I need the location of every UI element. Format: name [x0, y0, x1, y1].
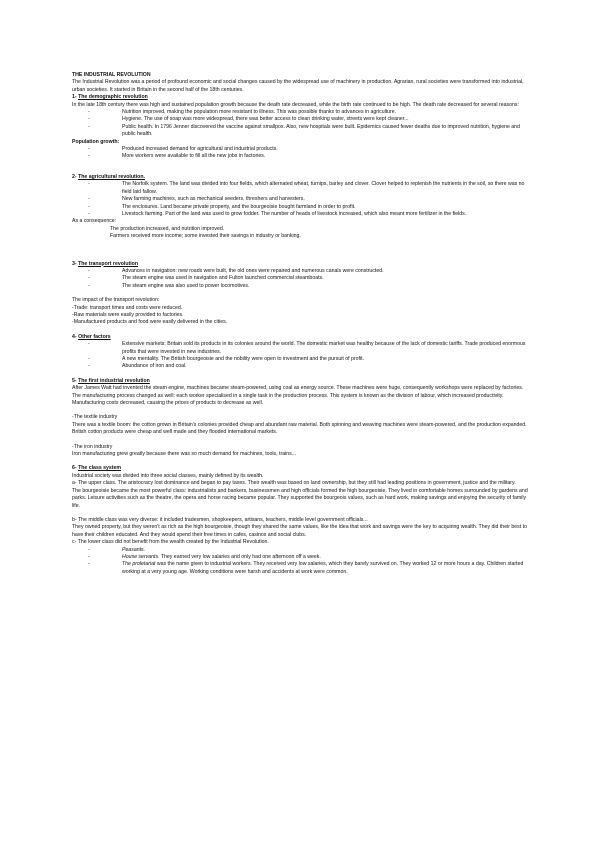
- list-item: - Advances in navigation: new roads were built, the old ones were repaired and numerous canals were constructed.: [110, 268, 532, 275]
- section-6-intro: Industrial society was divided into three social classes, mainly defined by its wealth.: [72, 472, 264, 479]
- other-factors-list: [72, 341, 532, 371]
- item-label: The proletariat: [122, 561, 156, 568]
- list-item: - Public health. In 1796 Jenner discovered the vaccine against smallpox. Also, new hospitals were built. Epidemics caused fewer deaths due to improved nutrition, hygiene and public health.: [110, 124, 532, 139]
- item-label: Peasants.: [122, 546, 146, 553]
- section-1-paragraph: In the late 18th century there was high and sustained population growth because the death rate decreased, while the birth rate continued to be high. The death rate decreased for several reasons:: [72, 101, 519, 108]
- list-item: [110, 561, 532, 576]
- section-number: 5-: [72, 377, 79, 384]
- population-growth-label: Population growth:: [72, 138, 120, 145]
- list-item: - The enclosures. Land became private property, and the bourgeoisie bought farmland in order to profit.: [110, 204, 532, 211]
- list-item: - Produced increased demand for agricultural and industrial products.: [110, 146, 532, 153]
- consequence-line: The production increased, and nutrition improved.: [110, 225, 225, 232]
- section-title: The class system: [78, 465, 122, 472]
- section-1-heading: [72, 94, 532, 101]
- lower-class-paragraph: c- The lower class did not benefit from the wealth created by the Industrial Revolution.: [72, 539, 269, 546]
- list-item: - Extensive markets: Britain sold its products in its colonies around the world. The domestic market was healthy because of the lack of domestic tariffs. Trade produced enormous profits that were invested in new industries.: [110, 341, 532, 356]
- section-number: 2-: [72, 173, 79, 180]
- list-item: - Hygiene. The use of soap was more widespread, there was better access to clean drinking water, streets were kept cleaner...: [110, 116, 532, 123]
- transport-impact-heading: The impact of the transport revolution:: [72, 297, 160, 304]
- list-item: - More workers were available to fill all the new jobs in factories.: [110, 153, 532, 160]
- list-item: - Livestock farming. Part of the land was used to grow fodder. The number of heads of livestock increased, which also meant more fertilizer in the fields.: [110, 211, 532, 218]
- section-5-heading: [72, 378, 532, 385]
- section-title: Other factors: [78, 333, 111, 340]
- middle-class-paragraph: They owned property, but they weren't as rich as the high bourgeoisie, though they shared the same values, like the idea that work and savings were the key to acquiring wealth. They did their best to have their children educated. And they would spend their free times in cafes, casinos and social clubs.: [72, 524, 527, 538]
- transport-impact-line: -Trade: transport times and costs were reduced.: [72, 304, 183, 311]
- transport-list: [72, 268, 532, 290]
- consequence-label: As a consequence:: [72, 218, 117, 225]
- section-5-paragraph: The manufacturing process changed as well: each worker specialised in a single task in the production process. This system is known as the division of labour, which increased productivity. Manufacturing costs decreased, causing the prices of products to decrease as well.: [72, 392, 504, 407]
- textile-heading: -The textile industry: [72, 414, 118, 421]
- section-4-heading: [72, 334, 532, 341]
- agricultural-list: [72, 181, 532, 218]
- list-item: [110, 554, 532, 561]
- iron-paragraph: Iron manufacturing grew greatly because there was so much demand for machines, tools, trains...: [72, 451, 297, 458]
- section-6-heading: [72, 465, 532, 472]
- upper-class-paragraph: a- The upper class. The aristocracy lost dominance and began to pay taxes. Their wealth was based on land ownership, but they still had leading positions in government, justice and the military.: [72, 480, 516, 487]
- transport-impact-line: -Raw materials were easily provided to factories.: [72, 311, 184, 318]
- section-title: The agricultural revolution.: [78, 173, 145, 180]
- section-title: The first industrial revolution: [78, 377, 150, 384]
- section-2-heading: [72, 174, 532, 181]
- list-item: - Abundance of iron and coal.: [110, 363, 532, 370]
- death-rate-reasons-list: [72, 109, 532, 139]
- section-number: 6-: [72, 465, 79, 472]
- list-item: - A new mentality. The British bourgeoisie and the nobility were open to investment and the pursuit of profit.: [110, 356, 532, 363]
- bourgeoisie-paragraph: The bourgeoisie became the most powerful class: industrialists and bankers, businessmen and high officials formed the high bourgeoisie. They lived in comfortable homes surrounded by gardens and parks. Leisure activities such as the theatre, the opera and horse racing became popular. They supported the bourgeois values, such as hard work, making savings and enjoying the security of family life.: [72, 487, 528, 509]
- list-item: - The Norfolk system. The land was divided into four fields, which alternated wheat, turnips, barley and clover. Clover helped to replenish the nutrients in the soil, so there was no field laid fallow.: [110, 181, 532, 196]
- list-item: - The steam engine was also used to power locomotives.: [110, 283, 532, 290]
- section-3-heading: [72, 261, 532, 268]
- item-text: was the name given to industrial workers. They received very low salaries, which they barely survived on. They worked 12 or more hours a day. Children started working at a very young age. Working conditions were harsh and accidents at work were common.: [122, 561, 524, 575]
- lower-class-list: [72, 547, 532, 577]
- section-number: 3-: [72, 260, 79, 267]
- consequence-line: Farmers received more income; some invested their savings in industry or banking.: [110, 233, 301, 240]
- textile-paragraph: There was a textile boom: the cotton grown in Britain's colonies provided cheap and abundant raw material. Both spinning and weaving machines were steam-powered, and the production expanded. British cotton products were cheap and well made and they flooded international markets.: [72, 421, 527, 436]
- population-growth-list: [72, 146, 532, 161]
- item-text: They earned very low salaries and only had one afternoon off a week.: [159, 553, 321, 560]
- transport-impact-line: -Manufactured products and food were easily delivered in the cities.: [72, 319, 228, 326]
- section-number: 1-: [72, 94, 79, 101]
- list-item: - New farming machines, such as mechanical seeders, threshers and harvesters.: [110, 196, 532, 203]
- item-label: House servants.: [122, 553, 160, 560]
- document-title: THE INDUSTRIAL REVOLUTION: [72, 72, 151, 78]
- list-item: - The steam engine was used in navigation and Fulton launched commercial steamboats.: [110, 275, 532, 282]
- section-title: The transport revolution: [78, 260, 139, 267]
- section-number: 4-: [72, 333, 79, 340]
- list-item: - Nutrition improved, making the population more resistant to illness. This was possible thanks to advances in agriculture.: [110, 109, 532, 116]
- section-title: The demographic revolution: [78, 94, 148, 101]
- iron-heading: -The iron industry: [72, 443, 113, 450]
- document-page: [72, 72, 532, 576]
- intro-paragraph: The Industrial Revolution was a period of profound economic and social changes caused by the widespread use of machinery in production. Agrarian, rural societies were transformed into industrial, urban societies. It started in Britain in the second half of the 18th centuries.: [72, 79, 524, 93]
- section-5-paragraph: After James Watt had invented the steam engine, machines became steam-powered, using coal as energy source. These machines were huge, consequently workshops were replaced by factories.: [72, 385, 524, 392]
- middle-class-paragraph: b- The middle class was very diverse: it included tradesmen, shopkeepers, artisans, teachers, middle level government officials...: [72, 516, 368, 523]
- list-item: [110, 547, 532, 554]
